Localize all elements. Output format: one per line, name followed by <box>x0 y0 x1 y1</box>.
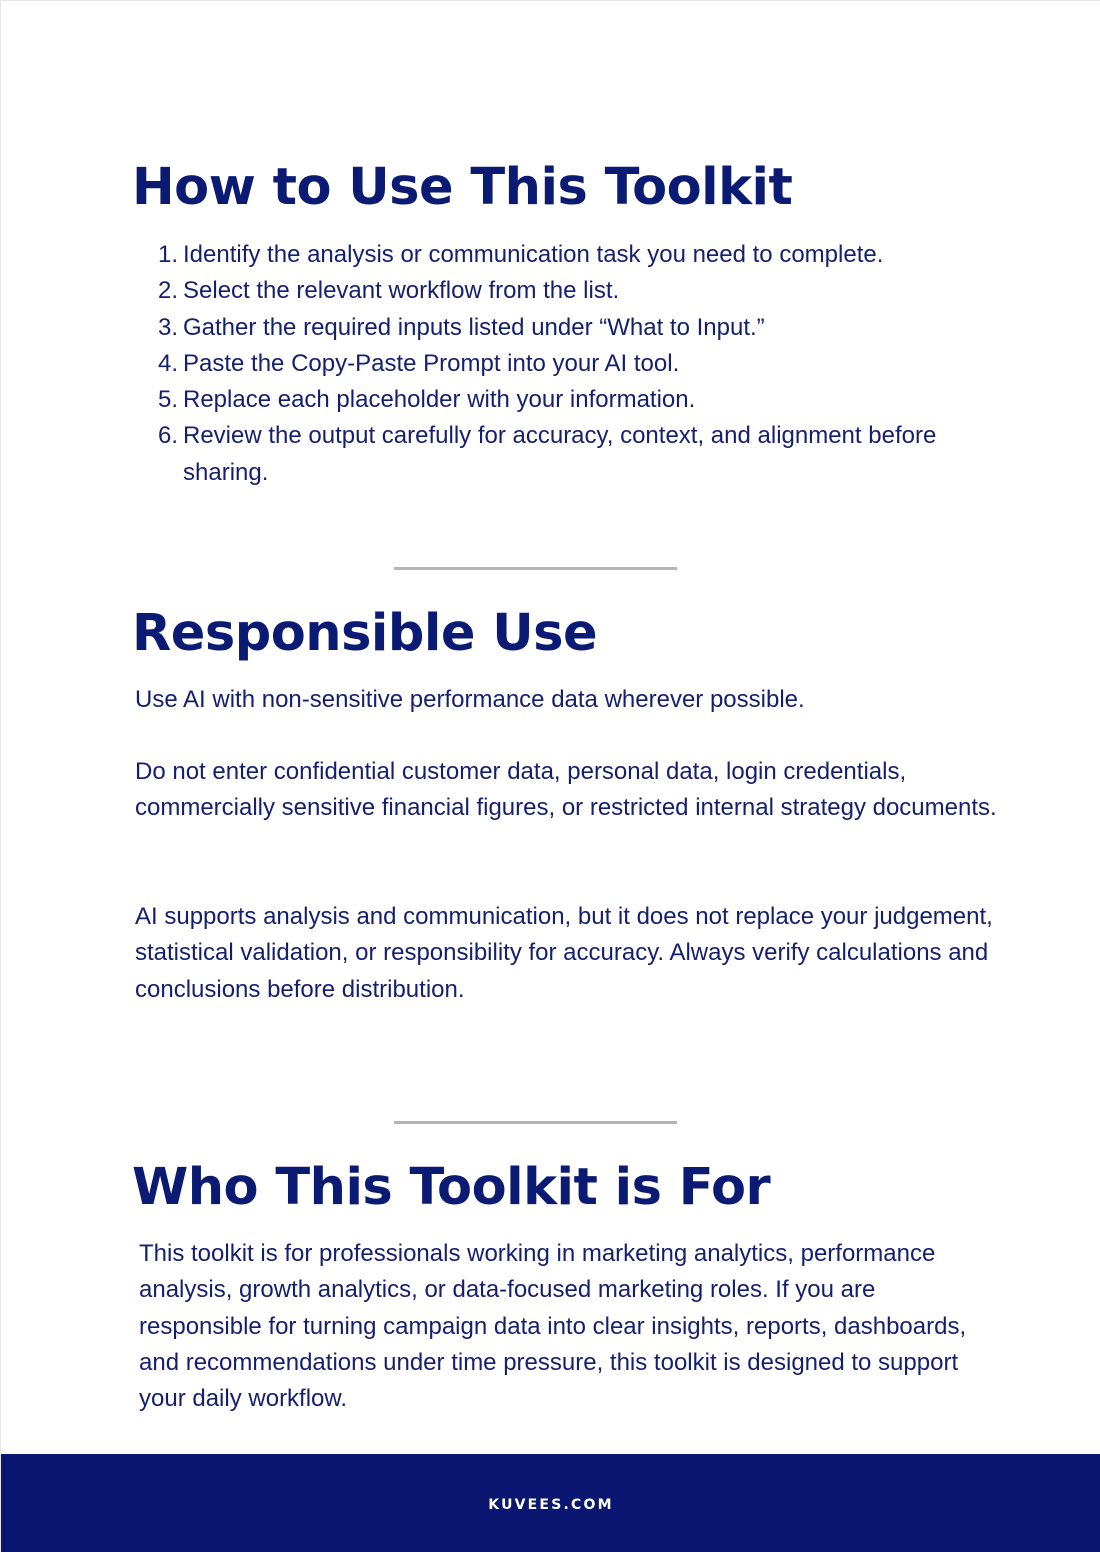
responsible-use-paragraph: Use AI with non-sensitive performance data wherever possible. <box>135 686 805 713</box>
step-number: 2. <box>157 277 178 305</box>
step-text: Select the relevant workflow from the list. <box>183 277 620 305</box>
step-number: 1. <box>157 241 178 268</box>
step-item <box>133 273 993 309</box>
step-number: 4. <box>157 349 178 377</box>
step-number: 6. <box>157 422 178 450</box>
step-item <box>133 418 993 491</box>
step-item <box>133 346 993 382</box>
step-text: Identify the analysis or communication task you need to complete. <box>183 241 884 268</box>
footer-bar <box>1 1454 1100 1552</box>
responsible-use-paragraph: AI supports analysis and communication, but it does not replace your judgement, statistical validation, or responsibility for accuracy. Always verify calculations and conclusions before distribution. <box>135 903 993 1003</box>
who-toolkit-for-heading: Who This Toolkit is For <box>132 1158 771 1217</box>
footer-website-link[interactable]: KUVEES.COM <box>488 1497 614 1513</box>
step-number: 3. <box>157 313 178 341</box>
section-divider <box>394 1121 677 1124</box>
step-item <box>133 382 993 418</box>
step-text: Replace each placeholder with your information. <box>183 386 696 414</box>
step-text: Paste the Copy-Paste Prompt into your AI tool. <box>183 349 680 377</box>
step-text: Gather the required inputs listed under “What to Input.” <box>183 313 765 341</box>
who-toolkit-for-paragraph: This toolkit is for professionals working in marketing analytics, performance analysis, growth analytics, or data-focused marketing roles. If you are responsible for turning campaign data into clear insights, reports, dashboards, and recommendations under time pressure, this toolkit is designed to support your daily workflow. <box>139 1240 967 1413</box>
how-to-use-heading: How to Use This Toolkit <box>132 158 793 217</box>
step-text: Review the output carefully for accuracy, context, and alignment before sharing. <box>183 422 937 486</box>
step-item <box>133 310 993 346</box>
responsible-use-heading: Responsible Use <box>132 604 598 663</box>
responsible-use-paragraph: Do not enter confidential customer data, personal data, login credentials, commercially sensitive financial figures, or restricted internal strategy documents. <box>135 758 997 822</box>
step-number: 5. <box>157 386 178 414</box>
step-item <box>133 237 993 273</box>
steps-list <box>133 237 993 491</box>
section-divider <box>394 567 677 570</box>
